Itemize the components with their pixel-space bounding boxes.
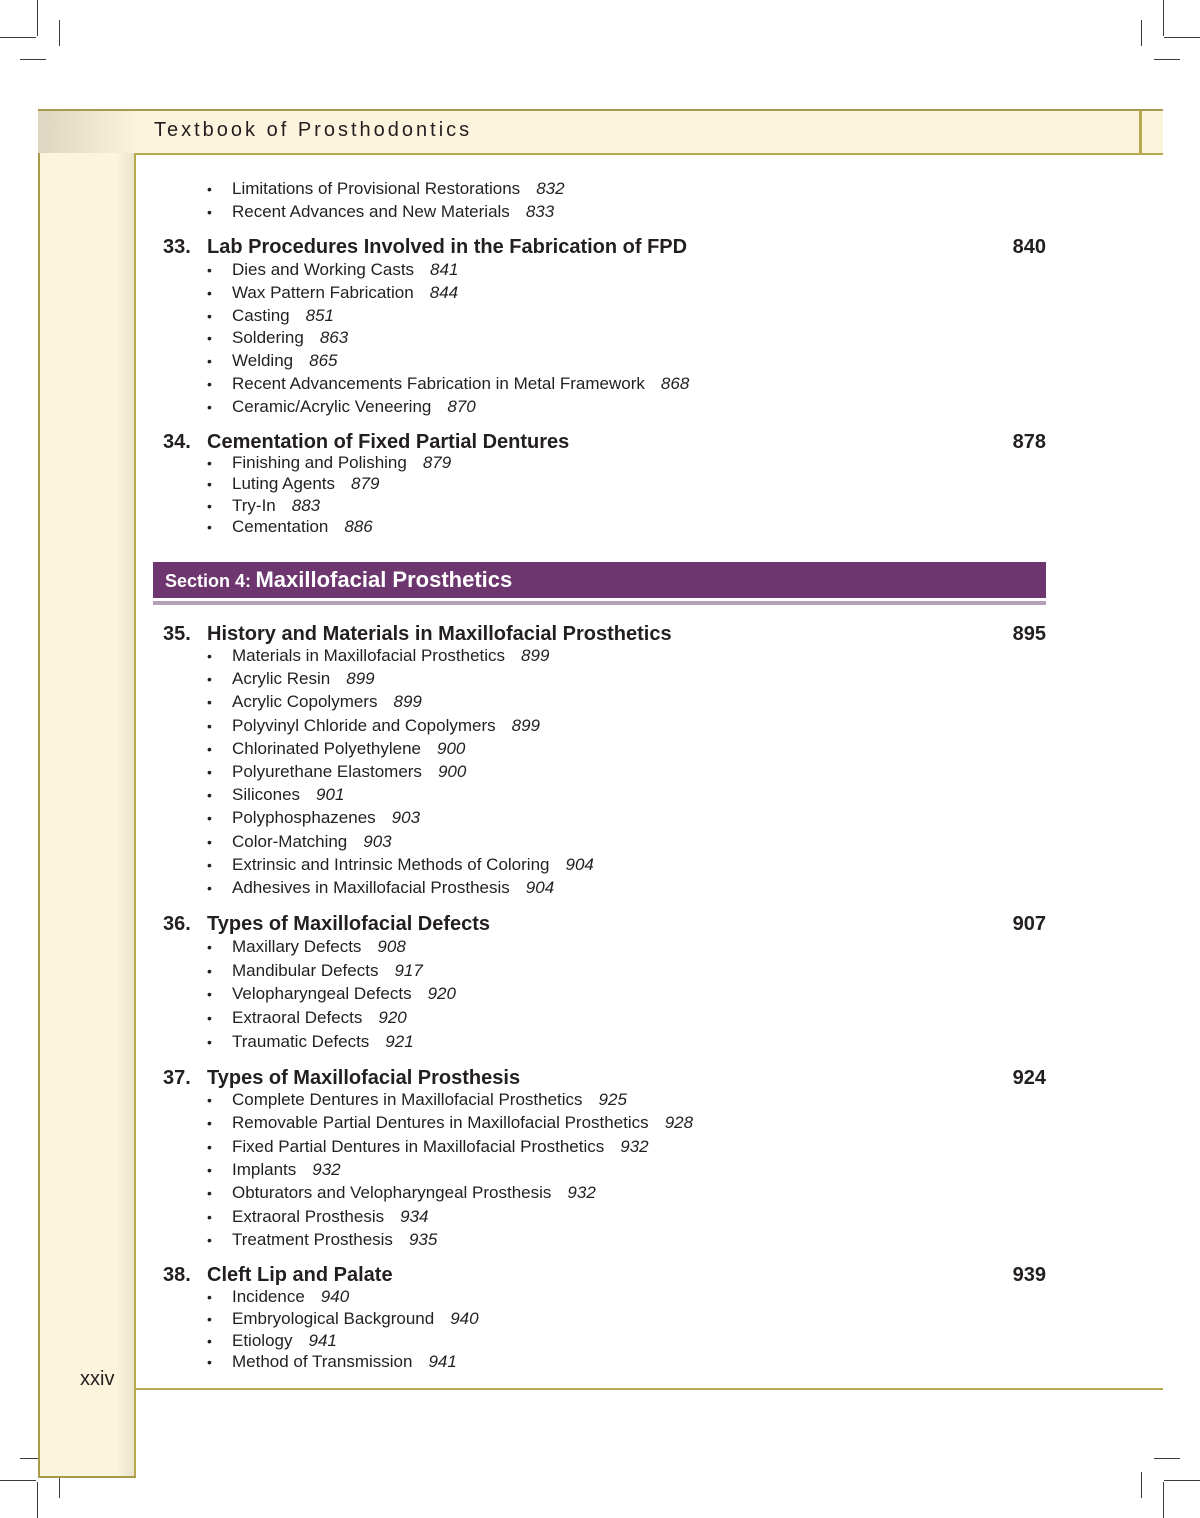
toc-entry-text xyxy=(232,282,458,304)
toc-entry-title: Materials in Maxillofacial Prosthetics xyxy=(232,646,506,665)
toc-entry-title: Complete Dentures in Maxillofacial Prosthetics xyxy=(232,1090,583,1109)
bullet-icon: • xyxy=(207,519,212,535)
toc-entry-title: Silicones xyxy=(232,785,301,804)
toc-entry-title: Soldering xyxy=(232,328,304,347)
bullet-icon: • xyxy=(207,1115,212,1131)
toc-entry-page: 925 xyxy=(598,1090,627,1109)
toc-entry-text xyxy=(232,178,565,200)
chapter-number: 33. xyxy=(163,236,191,258)
toc-entry-text xyxy=(232,854,594,876)
bullet-icon: • xyxy=(207,1209,212,1225)
toc-entry-title: Extraoral Prosthesis xyxy=(232,1207,385,1226)
bullet-icon: • xyxy=(207,476,212,492)
chapter-page: 924 xyxy=(1012,1067,1046,1089)
bullet-icon: • xyxy=(207,1185,212,1201)
toc-entry-title: Removable Partial Dentures in Maxillofacial Prosthetics xyxy=(232,1113,649,1132)
toc-entry-page: 934 xyxy=(400,1207,429,1226)
bullet-icon: • xyxy=(207,741,212,757)
toc-entry-title: Wax Pattern Fabrication xyxy=(232,283,414,302)
bullet-icon: • xyxy=(207,181,212,197)
bullet-icon: • xyxy=(207,834,212,850)
crop-mark xyxy=(1164,1480,1200,1481)
toc-entry-page: 865 xyxy=(309,351,338,370)
bullet-icon: • xyxy=(207,1333,212,1349)
bullet-icon: • xyxy=(207,308,212,324)
section-label: Section 4: xyxy=(165,571,252,591)
bullet-icon: • xyxy=(207,1232,212,1248)
crop-mark xyxy=(0,37,36,38)
toc-entry-text xyxy=(232,831,392,853)
toc-entry-page: 886 xyxy=(344,517,373,536)
toc-entry-text xyxy=(232,715,540,737)
toc-entry-title: Casting xyxy=(232,306,290,325)
bullet-icon: • xyxy=(207,986,212,1002)
toc-entry-page: 932 xyxy=(620,1137,649,1156)
toc-entry-title: Fixed Partial Dentures in Maxillofacial Prosthetics xyxy=(232,1137,605,1156)
toc-entry-page: 932 xyxy=(567,1183,596,1202)
toc-entry-title: Embryological Background xyxy=(232,1309,435,1328)
toc-entry-text xyxy=(232,327,348,349)
crop-mark xyxy=(59,20,60,46)
toc-entry-text xyxy=(232,936,406,958)
bullet-icon: • xyxy=(207,1034,212,1050)
crop-mark xyxy=(1164,37,1200,38)
toc-entry-text xyxy=(232,983,456,1005)
bullet-icon: • xyxy=(207,963,212,979)
section-title: Maxillofacial Prosthetics xyxy=(255,567,513,592)
section-underline xyxy=(153,601,1046,605)
toc-entry-page: 903 xyxy=(363,832,392,851)
chapter-number: 37. xyxy=(163,1067,191,1089)
chapter-title: Types of Maxillofacial Prosthesis xyxy=(207,1067,521,1089)
toc-entry-title: Acrylic Copolymers xyxy=(232,692,378,711)
toc-entry-text xyxy=(232,1308,479,1330)
toc-entry-text xyxy=(232,1182,596,1204)
toc-entry-page: 899 xyxy=(346,669,375,688)
toc-entry-text xyxy=(232,1229,437,1251)
toc-entry-text xyxy=(232,201,554,223)
bullet-icon: • xyxy=(207,399,212,415)
toc-entry-page: 879 xyxy=(351,474,380,493)
bullet-icon: • xyxy=(207,285,212,301)
chapter-page: 878 xyxy=(1012,431,1046,453)
toc-entry-title: Etiology xyxy=(232,1331,293,1350)
header-right-rule xyxy=(1139,111,1142,155)
bullet-icon: • xyxy=(207,880,212,896)
bullet-icon: • xyxy=(207,1162,212,1178)
bullet-icon: • xyxy=(207,648,212,664)
left-margin-band xyxy=(38,153,136,1478)
crop-mark xyxy=(1141,20,1142,46)
toc-entry-page: 908 xyxy=(377,937,406,956)
toc-entry-title: Extraoral Defects xyxy=(232,1008,363,1027)
toc-entry-title: Color-Matching xyxy=(232,832,348,851)
bullet-icon: • xyxy=(207,787,212,803)
crop-mark xyxy=(37,0,38,36)
toc-entry-page: 935 xyxy=(408,1230,438,1249)
toc-entry-page: 868 xyxy=(660,374,690,393)
toc-entry-text xyxy=(232,1159,341,1181)
toc-entry-title: Extrinsic and Intrinsic Methods of Coloring xyxy=(232,855,550,874)
toc-entry-text xyxy=(232,1351,457,1373)
chapter-title: Lab Procedures Involved in the Fabrication of FPD xyxy=(207,236,688,258)
bullet-icon: • xyxy=(207,330,212,346)
bullet-icon: • xyxy=(207,376,212,392)
toc-entry-text xyxy=(232,350,338,372)
toc-entry-text xyxy=(232,473,379,495)
toc-entry-text xyxy=(232,1136,649,1158)
chapter-heading xyxy=(163,911,1046,937)
toc-entry-text xyxy=(232,761,466,783)
chapter-number: 35. xyxy=(163,623,191,645)
toc-entry-text xyxy=(232,645,549,667)
chapter-title: Cementation of Fixed Partial Dentures xyxy=(207,431,570,453)
toc-entry-page: 903 xyxy=(391,808,421,827)
bullet-icon: • xyxy=(207,498,212,514)
bullet-icon: • xyxy=(207,939,212,955)
toc-entry-title: Acrylic Resin xyxy=(232,669,331,688)
toc-entry-page: 940 xyxy=(450,1309,479,1328)
chapter-heading xyxy=(163,1262,1046,1288)
toc-entry-page: 941 xyxy=(428,1352,457,1371)
toc-entry-text xyxy=(232,1286,349,1308)
toc-entry-text xyxy=(232,1206,429,1228)
toc-entry-text xyxy=(232,1007,407,1029)
chapter-title: Cleft Lip and Palate xyxy=(207,1264,393,1286)
toc-entry-title: Welding xyxy=(232,351,294,370)
toc-entry-title: Traumatic Defects xyxy=(232,1032,370,1051)
crop-mark xyxy=(37,1482,38,1518)
toc-entry-page: 900 xyxy=(437,762,467,781)
toc-entry-title: Limitations of Provisional Restorations xyxy=(232,179,521,198)
toc-entry-text xyxy=(232,668,375,690)
toc-entry-page: 921 xyxy=(385,1032,414,1051)
toc-entry-page: 899 xyxy=(393,692,422,711)
chapter-title: History and Materials in Maxillofacial Prosthetics xyxy=(207,623,672,645)
bullet-icon: • xyxy=(207,353,212,369)
book-title: Textbook of Prosthodontics xyxy=(154,119,473,141)
header-bottom-rule xyxy=(136,153,1163,155)
footer-rule xyxy=(136,1388,1163,1390)
toc-entry-text xyxy=(232,807,420,829)
toc-entry-page: 940 xyxy=(320,1287,350,1306)
toc-entry-text xyxy=(232,516,373,538)
toc-entry-page: 851 xyxy=(305,306,335,325)
toc-entry-page: 900 xyxy=(437,739,466,758)
chapter-title: Types of Maxillofacial Defects xyxy=(207,913,491,935)
toc-entry-text xyxy=(232,1330,337,1352)
toc-entry-title: Polyphosphazenes xyxy=(232,808,376,827)
bullet-icon: • xyxy=(207,1010,212,1026)
chapter-number: 36. xyxy=(163,913,191,935)
toc-entry-title: Velopharyngeal Defects xyxy=(232,984,412,1003)
toc-entry-title: Adhesives in Maxillofacial Prosthesis xyxy=(232,878,510,897)
toc-entry-title: Dies and Working Casts xyxy=(232,260,415,279)
crop-mark xyxy=(20,59,46,60)
chapter-number: 34. xyxy=(163,431,191,453)
toc-entry-title: Method of Transmission xyxy=(232,1352,413,1371)
chapter-page: 840 xyxy=(1012,236,1046,258)
toc-entry-page: 904 xyxy=(525,878,555,897)
page-number: xxiv xyxy=(80,1368,115,1390)
chapter-number: 38. xyxy=(163,1264,191,1286)
bullet-icon: • xyxy=(207,857,212,873)
chapter-heading xyxy=(163,1065,1046,1091)
toc-entry-text xyxy=(232,373,689,395)
toc-entry-title: Mandibular Defects xyxy=(232,961,379,980)
toc-entry-title: Treatment Prosthesis xyxy=(232,1230,393,1249)
crop-mark xyxy=(1141,1472,1142,1498)
toc-entry-text xyxy=(232,738,465,760)
chapter-page: 907 xyxy=(1012,913,1046,935)
bullet-icon: • xyxy=(207,694,212,710)
toc-entry-title: Incidence xyxy=(232,1287,305,1306)
toc-entry-text xyxy=(232,259,458,281)
toc-entry-title: Try-In xyxy=(232,496,276,515)
crop-mark xyxy=(0,1480,36,1481)
bullet-icon: • xyxy=(207,1289,212,1305)
chapter-page: 895 xyxy=(1012,623,1046,645)
bullet-icon: • xyxy=(207,455,212,471)
left-margin-rule xyxy=(134,153,136,1476)
toc-entry-title: Luting Agents xyxy=(232,474,336,493)
crop-mark xyxy=(1154,59,1180,60)
bullet-icon: • xyxy=(207,1092,212,1108)
toc-entry-page: 932 xyxy=(312,1160,341,1179)
toc-entry-page: 844 xyxy=(429,283,459,302)
toc-entry-page: 863 xyxy=(319,328,349,347)
toc-entry-text xyxy=(232,452,451,474)
toc-entry-page: 833 xyxy=(525,202,555,221)
toc-entry-text xyxy=(232,1031,414,1053)
toc-entry-title: Polyvinyl Chloride and Copolymers xyxy=(232,716,496,735)
toc-entry-page: 904 xyxy=(565,855,594,874)
bullet-icon: • xyxy=(207,671,212,687)
toc-entry-title: Recent Advancements Fabrication in Metal Framework xyxy=(232,374,645,393)
crop-mark xyxy=(1154,1458,1180,1459)
toc-entry-page: 870 xyxy=(447,397,476,416)
bullet-icon: • xyxy=(207,204,212,220)
toc-entry-text xyxy=(232,691,422,713)
toc-entry-text xyxy=(232,784,344,806)
toc-entry-title: Implants xyxy=(232,1160,297,1179)
toc-entry-page: 917 xyxy=(394,961,423,980)
toc-entry-title: Maxillary Defects xyxy=(232,937,362,956)
chapter-page: 939 xyxy=(1012,1264,1046,1286)
toc-entry-page: 901 xyxy=(316,785,345,804)
toc-entry-title: Polyurethane Elastomers xyxy=(232,762,422,781)
toc-entry-text xyxy=(232,305,334,327)
crop-mark xyxy=(1163,0,1164,36)
bullet-icon: • xyxy=(207,1139,212,1155)
toc-entry-text xyxy=(232,495,320,517)
chapter-heading xyxy=(163,234,1046,260)
toc-entry-page: 941 xyxy=(308,1331,337,1350)
bullet-icon: • xyxy=(207,1311,212,1327)
toc-entry-page: 899 xyxy=(511,716,540,735)
toc-entry-text xyxy=(232,1089,627,1111)
toc-entry-page: 883 xyxy=(291,496,321,515)
toc-entry-text xyxy=(232,1112,693,1134)
crop-mark xyxy=(1163,1482,1164,1518)
toc-entry-title: Cementation xyxy=(232,517,329,536)
section-banner xyxy=(153,562,1046,598)
toc-entry-title: Chlorinated Polyethylene xyxy=(232,739,422,758)
toc-entry-title: Ceramic/Acrylic Veneering xyxy=(232,397,432,416)
bullet-icon: • xyxy=(207,718,212,734)
bullet-icon: • xyxy=(207,262,212,278)
toc-entry-text xyxy=(232,877,554,899)
bullet-icon: • xyxy=(207,764,212,780)
toc-entry-page: 879 xyxy=(422,453,452,472)
bullet-icon: • xyxy=(207,1354,212,1370)
toc-entry-page: 899 xyxy=(521,646,550,665)
header-shade xyxy=(38,111,138,155)
toc-entry-page: 832 xyxy=(536,179,565,198)
toc-entry-page: 841 xyxy=(430,260,459,279)
toc-entry-text xyxy=(232,396,476,418)
chapter-heading xyxy=(163,621,1046,647)
toc-entry-page: 920 xyxy=(378,1008,407,1027)
bullet-icon: • xyxy=(207,810,212,826)
toc-entry-page: 928 xyxy=(664,1113,694,1132)
toc-entry-title: Finishing and Polishing xyxy=(232,453,407,472)
toc-entry-title: Obturators and Velopharyngeal Prosthesis xyxy=(232,1183,552,1202)
toc-entry-title: Recent Advances and New Materials xyxy=(232,202,510,221)
toc-entry-text xyxy=(232,960,423,982)
toc-entry-page: 920 xyxy=(427,984,456,1003)
